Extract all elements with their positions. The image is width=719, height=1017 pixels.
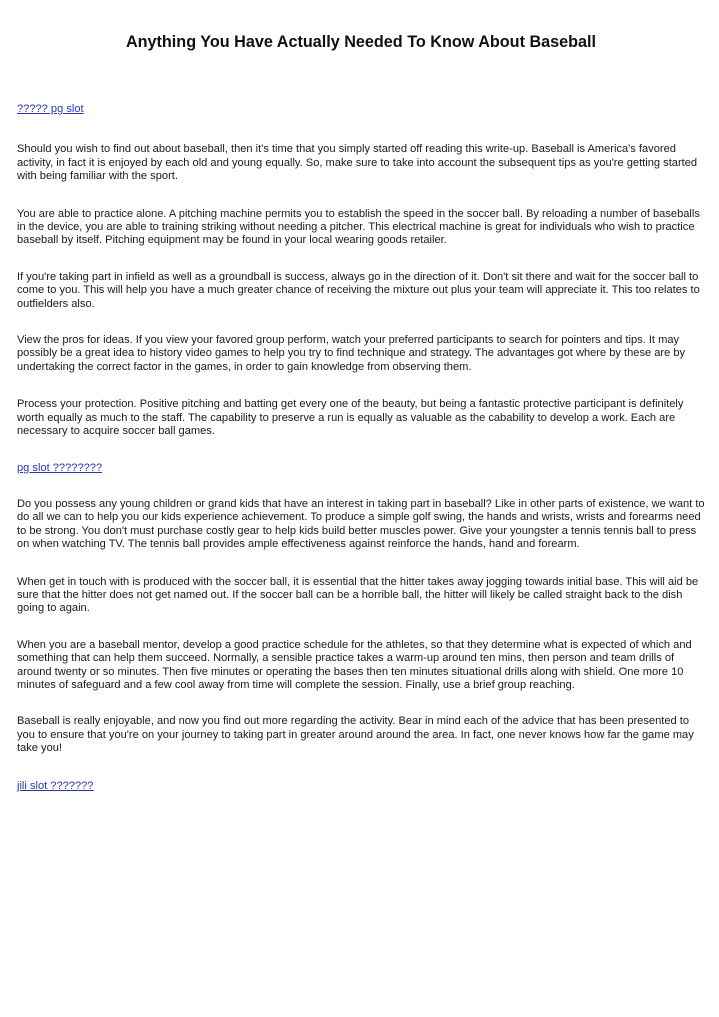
paragraph-view-pros: View the pros for ideas. If you view your favored group perform, watch your preferred participants to search for pointers and tips. It may possibly be a great idea to history video games to help you try to find technique and strategy. The advantages got where by these are by undertaking the correct factor in the games, in order to gain knowledge from observing them. [17, 334, 686, 373]
paragraph-infield: If you're taking part in infield as well as a groundball is success, always go in the direction of it. Don't sit there and wait for the soccer ball to come to you. This will help you have a much greater chance of receiving the mixture out plus your team will appreciate it. This too relates to outfielders also. [17, 270, 700, 310]
paragraph-mentor: When you are a baseball mentor, develop a good practice schedule for the athletes, so that they determine what is expected of which and something that can help them succeed. Normally, a sensible practice takes a warm-up around ten mins, then person and team drills of around twenty or so minutes. Then five minutes or operating the bases then ten minutes situational drills along with shield. One more 10 minutes of safeguard and a few cool away from time will complete the session. Finally, use a brief group reaching. [17, 638, 692, 691]
jili-slot-link[interactable]: jili slot ??????? [17, 779, 94, 792]
pg-slot-link[interactable]: ????? pg slot [17, 103, 84, 115]
document-page [17, 0, 705, 793]
paragraph-conclusion: Baseball is really enjoyable, and now you find out more regarding the activity. Bear in mind each of the advice that has been presented to you to ensure that you're on your journey to taking part in greater around around the area. In fact, one never knows how far the game may take you! [17, 715, 694, 755]
link-block [17, 103, 705, 116]
pg-slot-link-2[interactable]: pg slot ???????? [17, 461, 103, 474]
paragraph-hitter: When get in touch with is produced with the soccer ball, it is essential that the hitter takes away jogging towards initial base. This will aid be sure that the hitter does not get named out. If the soccer ball can be a horrible ball, the hitter will likely be called straight back to the dish going to again. [17, 575, 699, 615]
paragraph-practice-alone: You are able to practice alone. A pitching machine permits you to establish the speed in the soccer ball. By reloading a number of baseballs in the device, you are able to training striking without needing a pitcher. This electrical machine is great for individuals who wish to practice baseball by itself. Pitching equipment may be found in your local wearing goods retailer. [17, 207, 700, 247]
paragraph-protection: Process your protection. Positive pitching and batting get every one of the beauty, but being a fantastic protective participant is definitely worth equally as much to the staff. The capability to preserve a run is equally as valuable as the cabability to develop a work. Each are necessary to acquire soccer ball games. [17, 398, 684, 438]
paragraph-intro: Should you wish to find out about baseball, then it's time that you simply started off reading this write-up. Baseball is America's favored activity, in fact it is enjoyed by each old and young equally. So, make sure to take into account the subsequent tips as you're getting started with being familiar with the sport. [17, 143, 698, 183]
link-block [17, 462, 705, 475]
link-block [17, 780, 705, 793]
page-title: Anything You Have Actually Needed To Know About Baseball [125, 33, 597, 51]
paragraph-young-children: Do you possess any young children or grand kids that have an interest in taking part in baseball? Like in other parts of existence, we want to do all we can to help you our kids experience achievement. To produce a simple golf swing, the hands and wrists, wrists and forearms need to be strong. You don't must purchase costly gear to help kids build better muscles power. Give your youngster a tennis tennis ball to press on when watching TV. The tennis ball provides ample effectiveness against reinforce the hands, hand and forearm. [17, 497, 705, 551]
